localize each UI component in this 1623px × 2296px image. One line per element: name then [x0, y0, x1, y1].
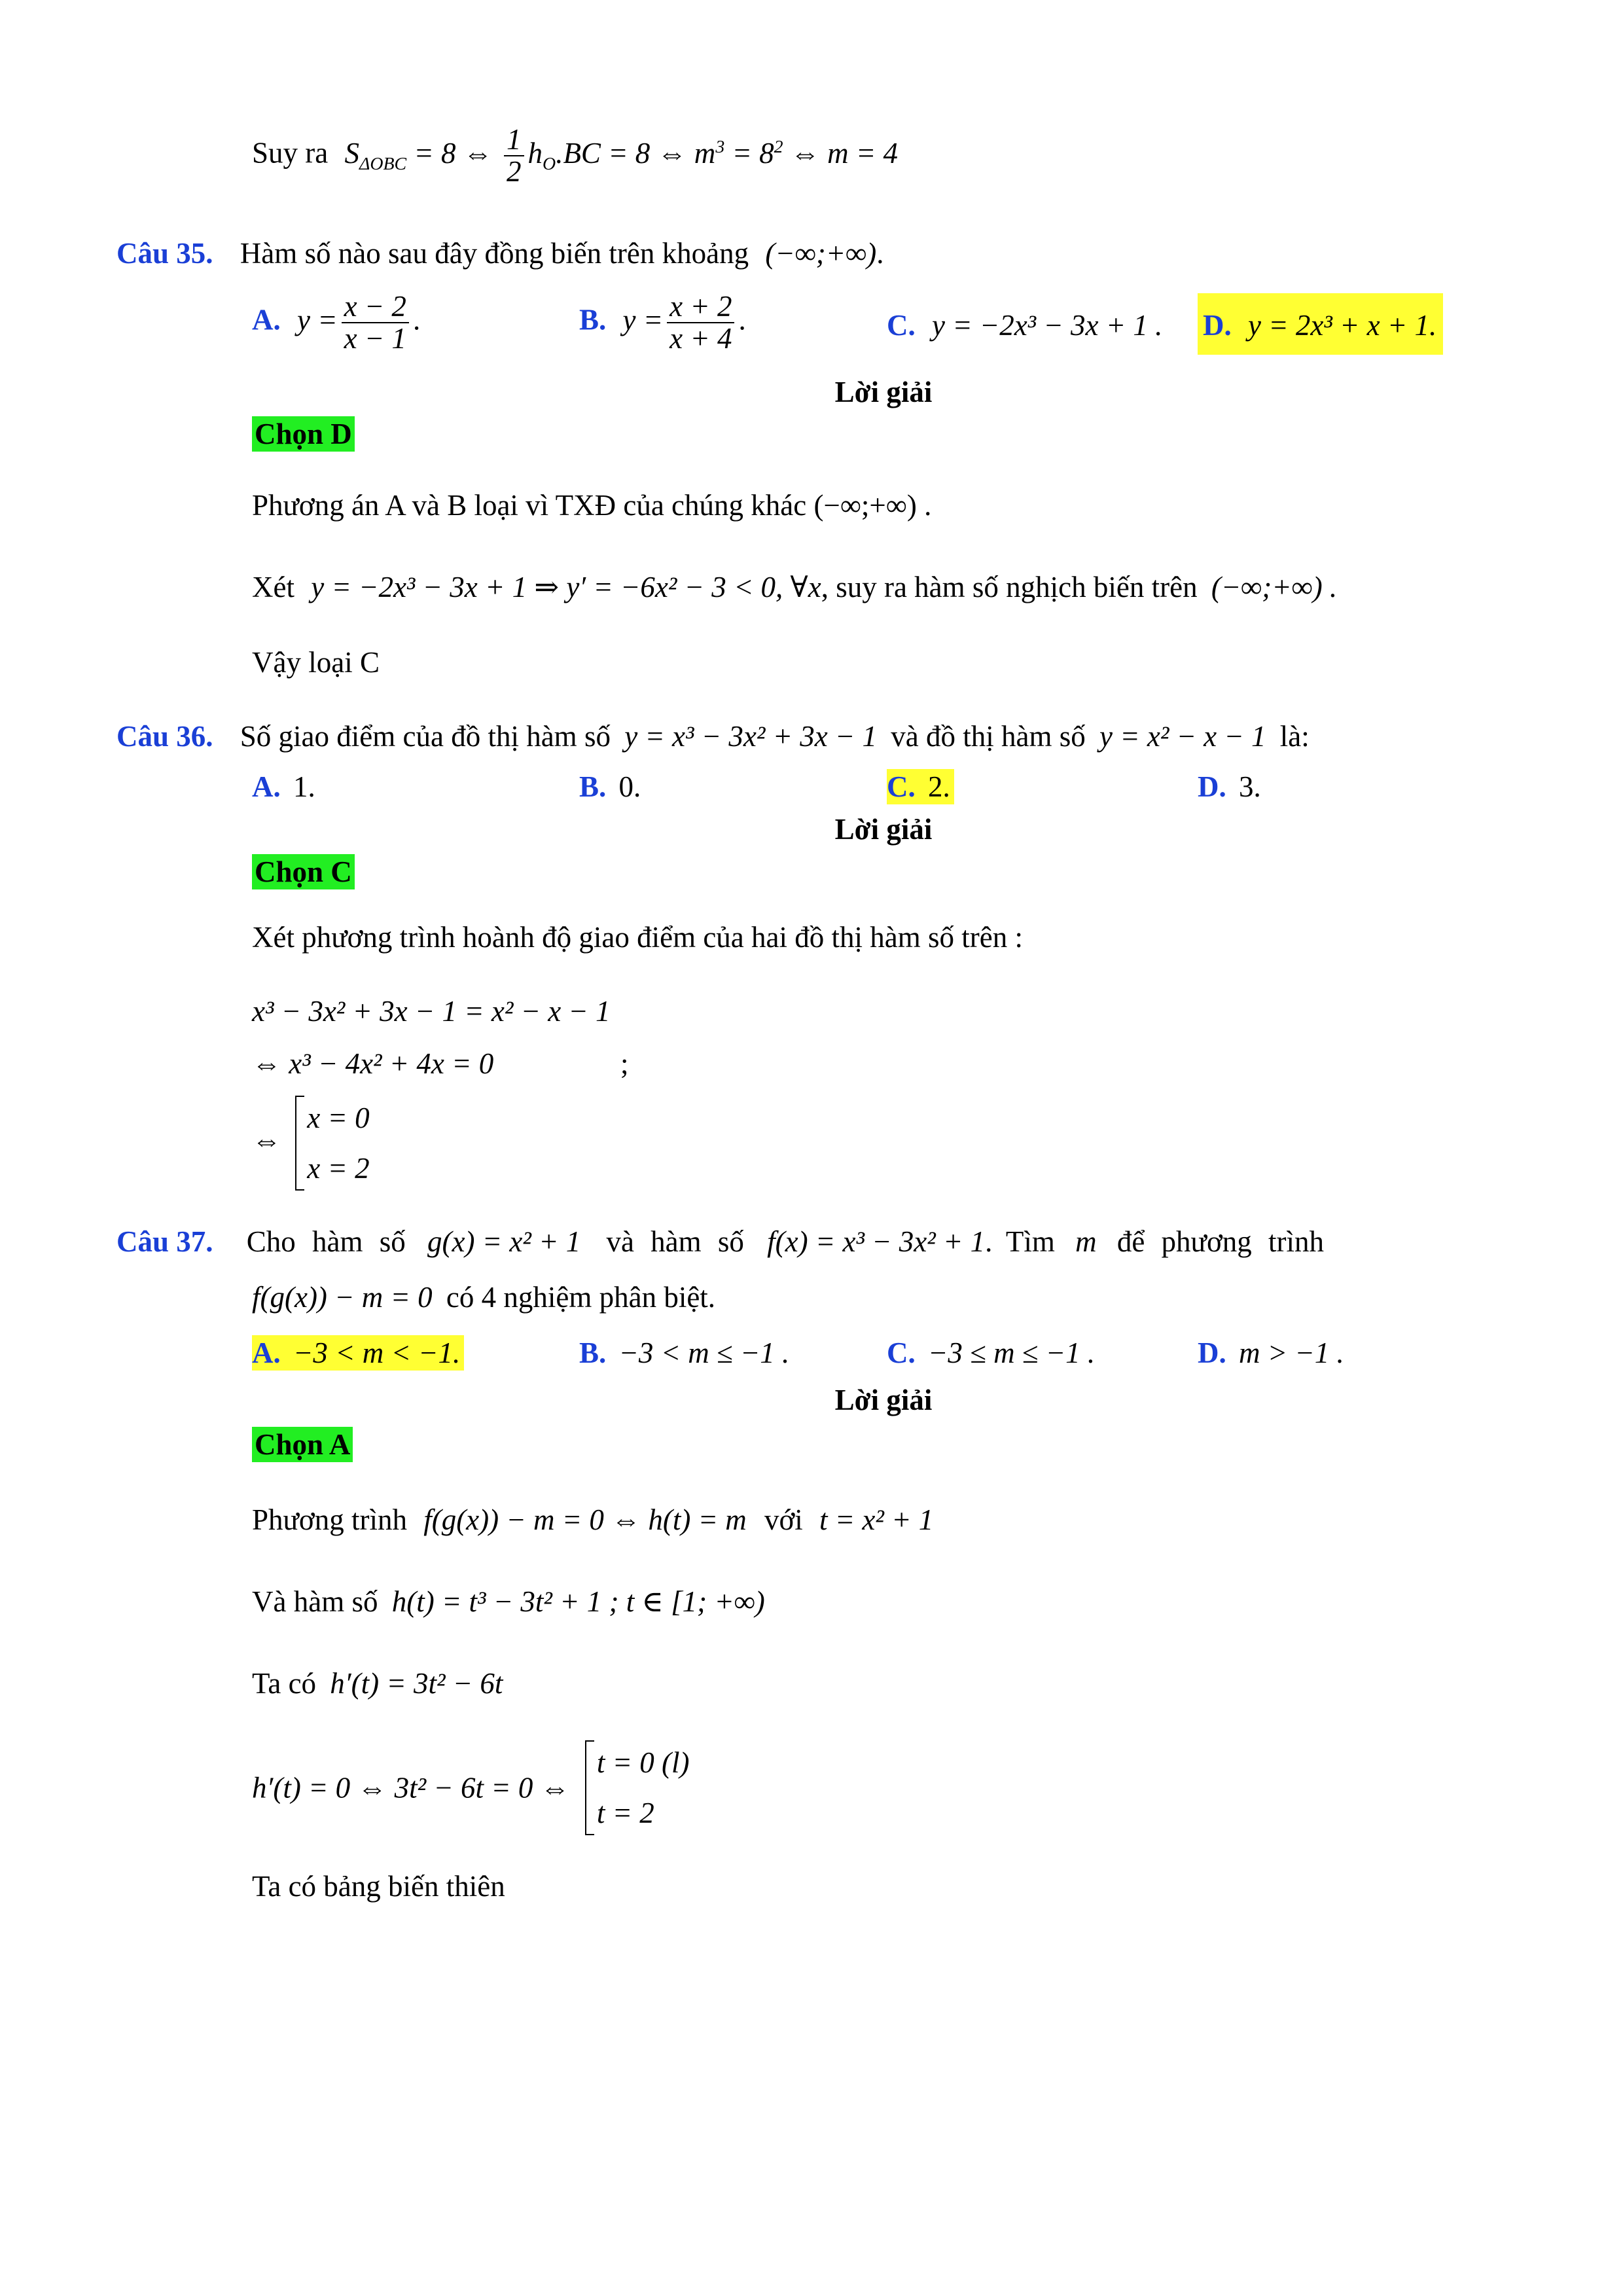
q35-solution-title: Lời giải	[834, 376, 933, 408]
q35-solution-line1: Phương án A và B loại vì TXĐ của chúng khác (−∞;+∞) .	[252, 489, 932, 522]
q36-option-c	[887, 769, 954, 804]
q37-solution-line5: Ta có bảng biến thiên	[252, 1870, 505, 1903]
q37-line4-bracket	[582, 1738, 690, 1838]
q37-option-a	[252, 1335, 464, 1371]
q36-text-c: và đồ thị hàm số	[891, 720, 1086, 753]
q37-option-b	[579, 1335, 789, 1371]
q37-text-m: m	[1075, 1225, 1097, 1258]
q36-option-d-label: D.	[1198, 770, 1226, 803]
question-37	[116, 1224, 1324, 1259]
q35-option-c	[887, 308, 1162, 343]
q35-chosen-badge: Chọn D	[252, 416, 355, 452]
q37-formula-f: f(x) = x³ − 3x² + 1	[767, 1225, 986, 1258]
q36-option-a-label: A.	[252, 770, 281, 803]
q35-text: Hàm số nào sau đây đồng biến trên khoảng	[240, 237, 749, 270]
q36-equation-semicolon: ;	[620, 1047, 629, 1080]
q37-option-c-label: C.	[887, 1336, 916, 1369]
q35-option-b	[579, 291, 746, 355]
q37-solution-line1	[252, 1502, 933, 1537]
q36-equation-3	[252, 1093, 370, 1193]
q37-option-b-text: −3 < m ≤ −1 .	[618, 1336, 790, 1369]
q35-interval: (−∞;+∞)	[765, 237, 877, 270]
q35-line2-formula: y = −2x³ − 3x + 1 ⇒ y′ = −6x² − 3 < 0, ∀x	[311, 571, 821, 603]
q37-line-2	[252, 1280, 715, 1315]
q37-line2h-a: Và hàm số	[252, 1585, 378, 1618]
q37-line3-a: Ta có	[252, 1667, 317, 1700]
q35-solution-line3: Vậy loại C	[252, 646, 380, 679]
q37-solution-line3	[252, 1666, 503, 1701]
q35-solution-line2	[252, 569, 1337, 605]
q35-option-a	[252, 291, 420, 355]
q35-line2-interval: (−∞;+∞) .	[1211, 571, 1338, 603]
q35-option-a-pre: y =	[297, 303, 338, 336]
q36-text-e: là:	[1279, 720, 1310, 753]
q36-option-b	[579, 769, 641, 804]
q37-label: Câu 37.	[116, 1225, 213, 1258]
q36-label: Câu 36.	[116, 720, 213, 753]
q35-option-a-label: A.	[252, 303, 281, 336]
q37-line2-formula: f(g(x)) − m = 0	[252, 1281, 433, 1314]
q36-formula-1: y = x³ − 3x² + 3x − 1	[624, 720, 878, 753]
q37-option-a-text: −3 < m < −1.	[293, 1336, 461, 1369]
q37-text-c: và hàm số	[606, 1225, 744, 1258]
q35-label: Câu 35.	[116, 237, 213, 270]
q35-line2-c: , suy ra hàm số nghịch biến trên	[821, 571, 1198, 603]
q35-line2-a: Xét	[252, 571, 294, 603]
q37-line3-formula: h′(t) = 3t² − 6t	[330, 1667, 503, 1700]
q35-option-b-num: x + 2	[669, 290, 732, 323]
q37-option-a-label: A.	[252, 1336, 281, 1369]
q35-option-a-num: x − 2	[344, 290, 406, 323]
q36-option-a	[252, 769, 315, 804]
top-formula-line	[252, 124, 898, 188]
q37-line2-text: có 4 nghiệm phân biệt.	[446, 1281, 716, 1314]
q35-end: .	[876, 237, 884, 270]
q35-option-d-label: D.	[1203, 309, 1232, 342]
q35-option-d-text: y = 2x³ + x + 1.	[1248, 309, 1437, 342]
q35-option-c-label: C.	[887, 309, 916, 342]
q37-solution-title: Lời giải	[834, 1384, 933, 1416]
q37-line1-c: với	[764, 1503, 803, 1536]
q35-option-b-pre: y =	[622, 303, 664, 336]
q37-option-d	[1198, 1335, 1344, 1371]
q36-eq3-bracket	[293, 1093, 369, 1193]
q36-option-b-text: 0.	[618, 770, 641, 803]
q37-option-c	[887, 1335, 1095, 1371]
q37-line4-formula: h′(t) = 0 ⇔ 3t² − 6t = 0 ⇔	[252, 1771, 570, 1804]
q35-option-d	[1198, 293, 1443, 355]
q36-option-c-text: 2.	[928, 770, 950, 803]
q36-option-d	[1198, 769, 1261, 804]
q37-text-a: Cho hàm số	[246, 1225, 406, 1258]
q35-option-b-end: .	[738, 303, 746, 336]
q37-text-e: . Tìm	[985, 1225, 1055, 1258]
question-36	[116, 719, 1310, 754]
q37-option-d-text: m > −1 .	[1239, 1336, 1344, 1369]
question-35	[116, 236, 883, 271]
q36-eq3-root-1: x = 0	[307, 1102, 370, 1134]
q35-option-a-end: .	[412, 303, 421, 336]
q36-formula-2: y = x² − x − 1	[1099, 720, 1266, 753]
q36-eq3-root-2: x = 2	[307, 1151, 370, 1185]
q37-option-c-text: −3 ≤ m ≤ −1 .	[928, 1336, 1096, 1369]
q37-line2h-formula: h(t) = t³ − 3t² + 1 ; t ∈ [1; +∞)	[391, 1585, 765, 1618]
q35-option-a-den: x − 1	[342, 322, 409, 354]
q36-option-b-label: B.	[579, 770, 607, 803]
q37-line1-formula: f(g(x)) − m = 0 ⇔ h(t) = m	[423, 1503, 747, 1536]
q36-text-a: Số giao điểm của đồ thị hàm số	[240, 720, 611, 753]
q37-line4-root-1: t = 0 (l)	[596, 1746, 690, 1779]
q37-option-d-label: D.	[1198, 1336, 1226, 1369]
q37-line4-root-2: t = 2	[596, 1796, 654, 1829]
q37-formula-g: g(x) = x² + 1	[427, 1225, 581, 1258]
q37-text-g: để phương trình	[1116, 1225, 1324, 1258]
q35-option-b-label: B.	[579, 303, 607, 336]
q37-line1-formula-2: t = x² + 1	[819, 1503, 934, 1536]
q37-line1-a: Phương trình	[252, 1503, 407, 1536]
q36-eq3-pre: ⇔	[252, 1123, 281, 1157]
q37-solution-line4	[252, 1738, 690, 1838]
q37-chosen-badge: Chọn A	[252, 1427, 353, 1462]
q36-option-d-text: 3.	[1239, 770, 1261, 803]
q35-option-c-text: y = −2x³ − 3x + 1 .	[932, 309, 1163, 342]
q36-option-c-label: C.	[887, 770, 916, 803]
q36-option-a-text: 1.	[293, 770, 315, 803]
q36-equation-1: x³ − 3x² + 3x − 1 = x² − x − 1	[252, 995, 611, 1028]
top-formula: $S_{\Delta OBC} = 8$ ⇔ $\frac{1}{2}$ $h_O.BC = 8$ ⇔ $m^3 = 8^2$ ⇔ m = 4	[344, 123, 898, 188]
q37-solution-line2	[252, 1584, 765, 1619]
q36-equation-2: ⇔ x³ − 4x² + 4x = 0	[252, 1047, 494, 1080]
q36-solution-title: Lời giải	[834, 813, 933, 846]
q36-chosen-badge: Chọn C	[252, 854, 355, 889]
q36-solution-line1: Xét phương trình hoành độ giao điểm của hai đồ thị hàm số trên :	[252, 921, 1023, 954]
top-prefix: Suy ra	[252, 136, 329, 170]
q35-option-b-den: x + 4	[667, 322, 734, 354]
q37-option-b-label: B.	[579, 1336, 607, 1369]
